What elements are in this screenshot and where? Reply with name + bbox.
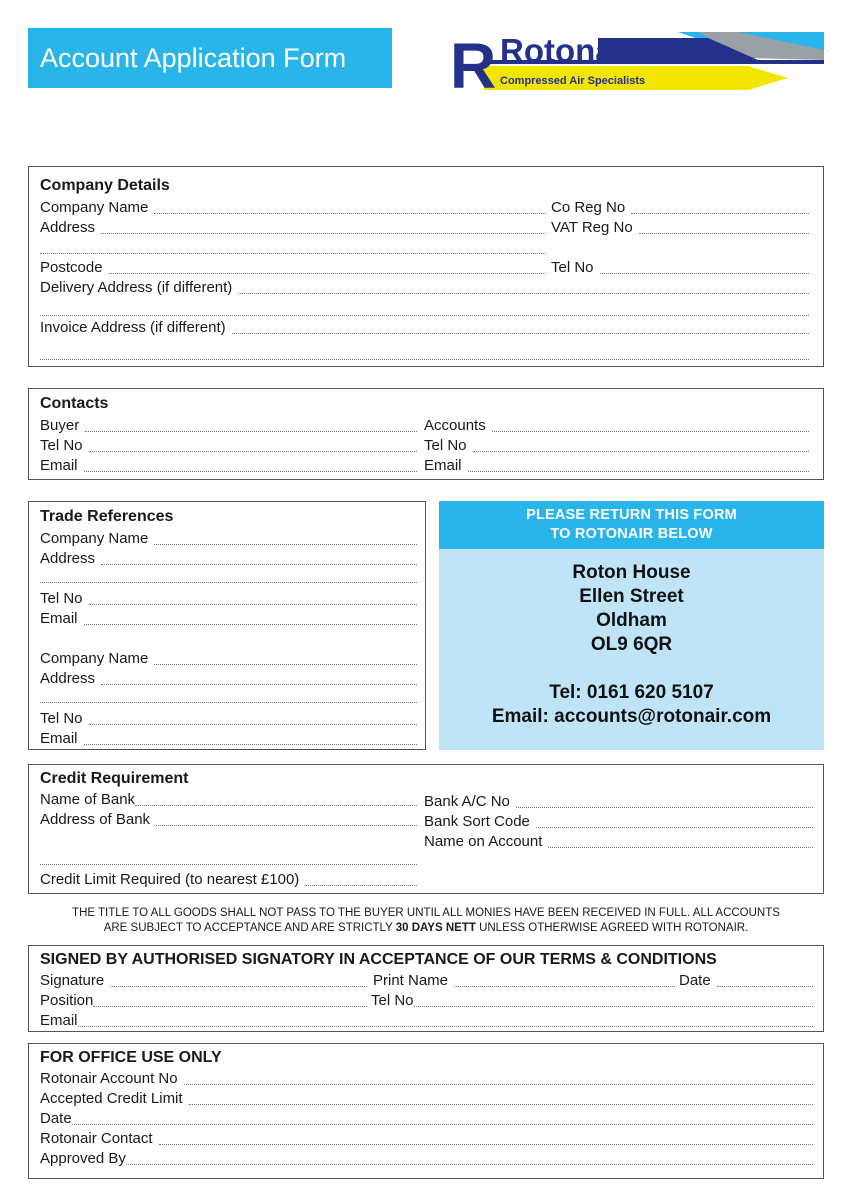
account-no-field[interactable]: Rotonair Account No — [40, 1068, 813, 1088]
invoice-address-line-2[interactable] — [40, 359, 809, 360]
ref1-email-field[interactable]: Email — [40, 608, 417, 628]
office-use-section — [28, 1043, 824, 1179]
svg-text:R: R — [450, 30, 497, 90]
date-field[interactable]: Date — [679, 970, 813, 990]
credit-limit-field[interactable]: Credit Limit Required (to nearest £100) — [40, 869, 417, 889]
co-reg-no-field[interactable]: Co Reg No — [551, 197, 809, 217]
ref1-tel-field[interactable]: Tel No — [40, 588, 417, 608]
buyer-field[interactable]: Buyer — [40, 415, 417, 435]
ref2-email-field[interactable]: Email — [40, 728, 417, 748]
delivery-address-line-2[interactable] — [40, 315, 809, 316]
rotonair-logo — [448, 30, 824, 90]
bank-ac-no-field[interactable]: Bank A/C No — [424, 791, 813, 811]
page-title: Account Application Form — [28, 28, 392, 88]
credit-requirement-heading: Credit Requirement — [40, 770, 189, 787]
return-panel-heading: PLEASE RETURN THIS FORM TO ROTONAIR BELOW — [439, 501, 824, 549]
signature-field[interactable]: Signature — [40, 970, 367, 990]
signatory-tel-field[interactable]: Tel No — [371, 990, 813, 1010]
return-tel: Tel: 0161 620 5107 — [549, 682, 714, 703]
credit-requirement-section — [28, 764, 824, 894]
invoice-address-field[interactable]: Invoice Address (if different) — [40, 317, 809, 337]
rotonair-contact-field[interactable]: Rotonair Contact — [40, 1128, 813, 1148]
return-address: Roton House Ellen Street Oldham OL9 6QR Tel: 0161 620 5107 Email: accounts@rotonair.com — [439, 561, 824, 729]
contacts-section — [28, 388, 824, 480]
ref1-company-name-field[interactable]: Company Name — [40, 528, 417, 548]
accepted-credit-limit-field[interactable]: Accepted Credit Limit — [40, 1088, 813, 1108]
name-on-account-field[interactable]: Name on Account — [424, 831, 813, 851]
company-details-heading: Company Details — [40, 177, 170, 194]
buyer-email-field[interactable]: Email — [40, 455, 417, 475]
ref2-address-line-2[interactable] — [40, 702, 417, 703]
position-field[interactable]: Position — [40, 990, 367, 1010]
accounts-field[interactable]: Accounts — [424, 415, 809, 435]
address-of-bank-field[interactable]: Address of Bank — [40, 809, 417, 829]
office-use-heading: FOR OFFICE USE ONLY — [40, 1049, 222, 1066]
trade-references-heading: Trade References — [40, 508, 174, 525]
office-date-field[interactable]: Date — [40, 1108, 813, 1128]
return-email: Email: accounts@rotonair.com — [491, 706, 772, 727]
signatory-heading: SIGNED BY AUTHORISED SIGNATORY IN ACCEPTANCE OF OUR TERMS & CONDITIONS — [40, 951, 717, 968]
tel-no-field[interactable]: Tel No — [551, 257, 809, 277]
return-address-panel — [439, 501, 824, 750]
address-line-2[interactable] — [40, 253, 546, 254]
bank-sort-code-field[interactable]: Bank Sort Code — [424, 811, 813, 831]
signatory-section — [28, 945, 824, 1032]
accounts-tel-field[interactable]: Tel No — [424, 435, 809, 455]
logo-tagline: Compressed Air Specialists — [500, 75, 646, 87]
address-field[interactable]: Address — [40, 217, 546, 237]
ref2-address-field[interactable]: Address — [40, 668, 417, 688]
approved-by-field[interactable]: Approved By — [40, 1148, 813, 1168]
delivery-address-field[interactable]: Delivery Address (if different) — [40, 277, 809, 297]
terms-text: THE TITLE TO ALL GOODS SHALL NOT PASS TO THE BUYER UNTIL ALL MONIES HAVE BEEN RECEIVED IN FULL. ALL ACCOUNTS ARE SUBJECT TO ACCEPTANCE AND ARE STRICTLY 30 DAYS NETT UNLESS OTHERWISE AGREED WITH ROTONAIR. — [72, 907, 780, 934]
name-of-bank-field[interactable]: Name of Bank — [40, 789, 417, 809]
company-name-field[interactable]: Company Name — [40, 197, 546, 217]
bank-address-line-2[interactable] — [40, 864, 417, 865]
company-details-section — [28, 166, 824, 367]
ref2-company-name-field[interactable]: Company Name — [40, 648, 417, 668]
vat-reg-no-field[interactable]: VAT Reg No — [551, 217, 809, 237]
ref2-tel-field[interactable]: Tel No — [40, 708, 417, 728]
contacts-heading: Contacts — [40, 395, 109, 412]
signatory-email-field[interactable]: Email — [40, 1010, 813, 1030]
trade-references-section — [28, 501, 426, 750]
accounts-email-field[interactable]: Email — [424, 455, 809, 475]
print-name-field[interactable]: Print Name — [373, 970, 675, 990]
logo-brand-text: Rotonair — [500, 32, 636, 69]
ref1-address-field[interactable]: Address — [40, 548, 417, 568]
buyer-tel-field[interactable]: Tel No — [40, 435, 417, 455]
postcode-field[interactable]: Postcode — [40, 257, 546, 277]
ref1-address-line-2[interactable] — [40, 582, 417, 583]
